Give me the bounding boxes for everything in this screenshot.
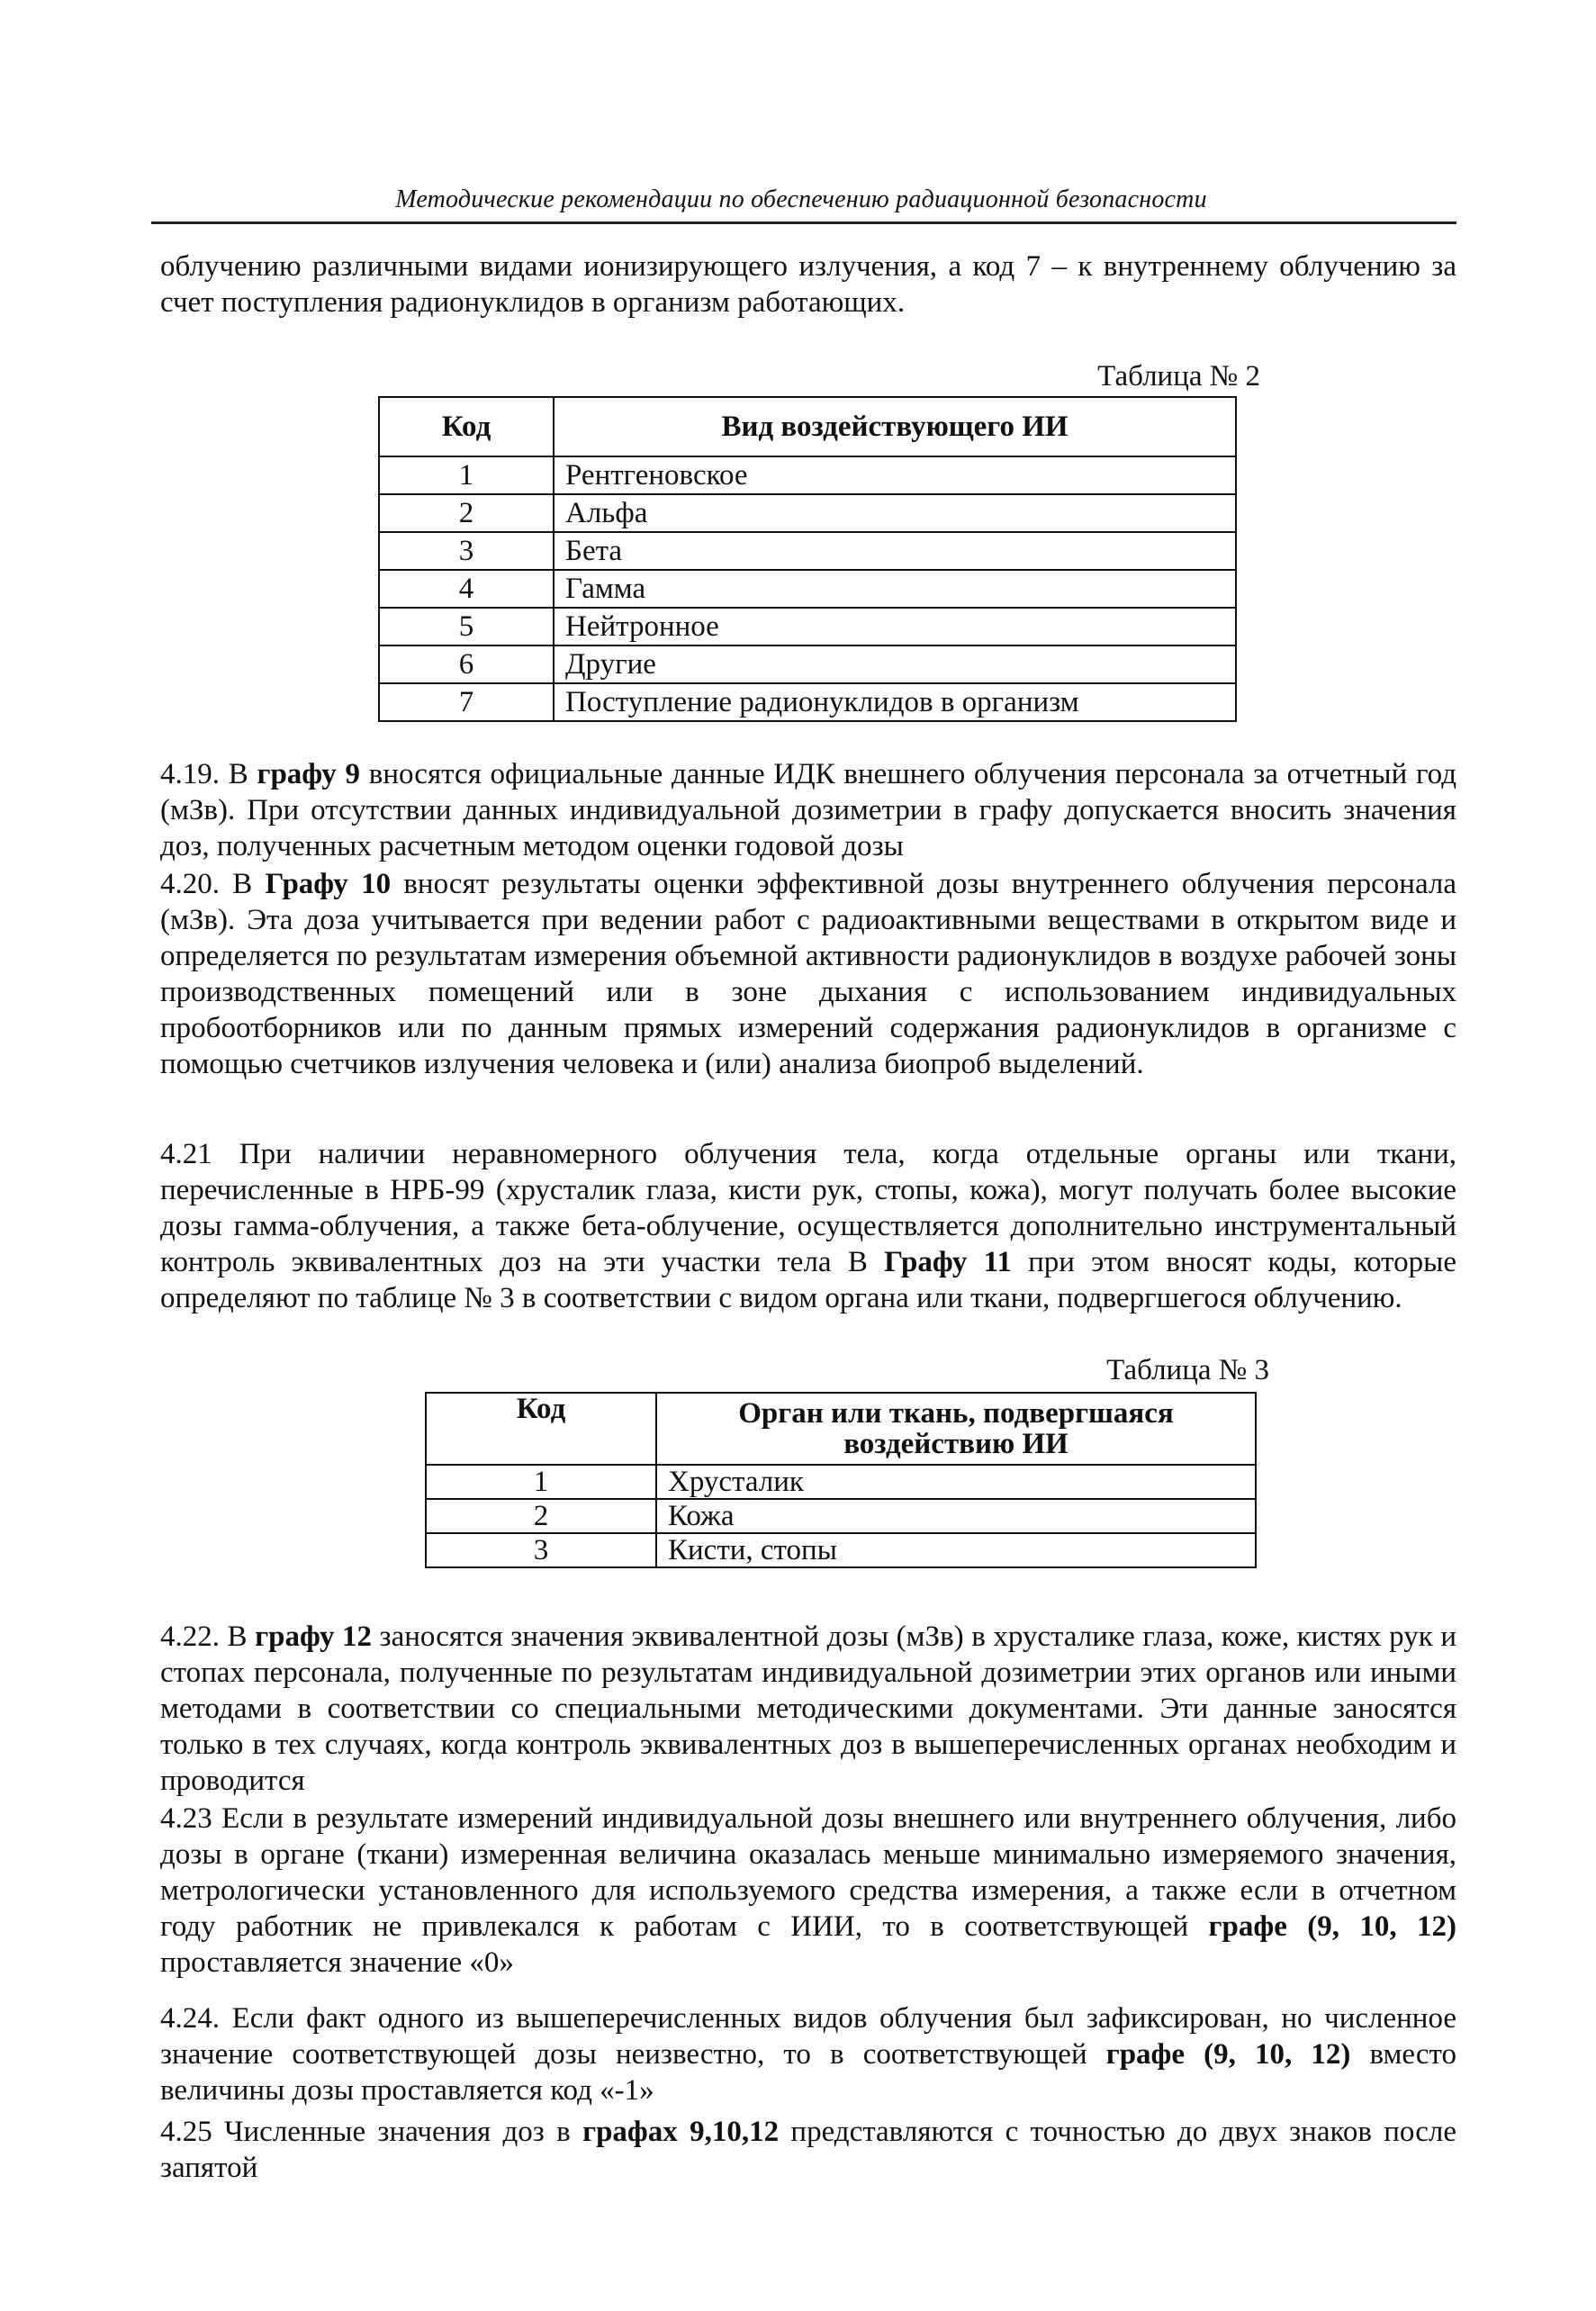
table-row <box>379 494 1236 532</box>
paragraph-4-20 <box>160 866 1456 1082</box>
table-cell-code: 5 <box>379 608 554 645</box>
paragraph-number: 4.20. В <box>160 868 266 900</box>
table-row <box>379 570 1236 608</box>
paragraph-text: при этом вносят коды, которые определяют по таблице № 3 в соответствии с видом органа или ткани, подвергшегося облучению. <box>160 1246 1456 1314</box>
bold-reference: графе (9, 10, 12) <box>1105 2038 1351 2071</box>
table3-header-code: Код <box>426 1393 656 1465</box>
paragraph-text: вносят результаты оценки эффективной дозы внутреннего облучения персонала (мЗв). Эта доза учитывается при ведении работ с радиоактивными веществами в открытом виде и определяется по результатам измерения объемной активности радионуклидов в воздухе рабочей зоны производственных помещений или в зоне дыхания с использованием индивидуальных пробоотборников или по данным прямых измерений содержания радионуклидов в организме с помощью счетчиков излучения человека и (или) анализа биопроб выделений. <box>160 868 1457 1080</box>
table-row <box>379 645 1236 683</box>
table2-header-row <box>379 397 1236 456</box>
table-row <box>426 1533 1256 1567</box>
paragraph-number: 4.19. В <box>160 758 257 790</box>
table-row <box>379 456 1236 494</box>
table2-caption: Таблица № 2 <box>1097 360 1260 393</box>
running-header: Методические рекомендации по обеспечению радиационной безопасности <box>395 185 1207 213</box>
table-row <box>379 532 1236 570</box>
table-cell-value: Кисти, стопы <box>656 1533 1256 1567</box>
bold-reference: графу 9 <box>257 758 361 790</box>
table-cell-value: Хрусталик <box>656 1465 1256 1499</box>
header-rule <box>151 221 1456 224</box>
table-cell-value: Поступление радионуклидов в организм <box>554 683 1236 721</box>
table-cell-code: 1 <box>379 456 554 494</box>
table-cell-value: Гамма <box>554 570 1236 608</box>
table-row <box>426 1499 1256 1533</box>
paragraph-number: 4.22. В <box>160 1620 256 1653</box>
table-cell-value: Альфа <box>554 494 1236 532</box>
table-row <box>426 1465 1256 1499</box>
table-cell-code: 3 <box>426 1533 656 1567</box>
table-cell-code: 7 <box>379 683 554 721</box>
bold-reference: графах 9,10,12 <box>582 2116 780 2148</box>
paragraph-4-23 <box>160 1801 1456 1981</box>
paragraph-text: 4.23 Если в результате измерений индивидуальной дозы внешнего или внутреннего облучения, либо дозы в органе (ткани) измеренная величина оказалась меньше минимально измеряемого значения, метрологически установленного для используемого средства измерения, а также если в отчетном году работник не привлекался к работам с ИИИ, то в соответствующей <box>160 1802 1456 1943</box>
table-cell-code: 2 <box>426 1499 656 1533</box>
table-cell-code: 1 <box>426 1465 656 1499</box>
table-cell-code: 6 <box>379 645 554 683</box>
paragraph-text: вместо величины дозы проставляется код «-1» <box>160 2038 1456 2107</box>
paragraph-text: 4.25 Численные значения доз в <box>160 2116 583 2148</box>
table2-header-type: Вид воздействующего ИИ <box>554 397 1236 456</box>
bold-reference: Графу 11 <box>884 1246 1012 1278</box>
table-row <box>379 683 1236 721</box>
table3 <box>425 1392 1257 1568</box>
bold-reference: Графу 10 <box>265 868 392 900</box>
paragraph-text: проставляется значение «0» <box>160 1946 514 1979</box>
paragraph-text: 4.21 При наличии неравномерного облучения тела, когда отдельные органы или ткани, перечисленные в НРБ-99 (хрусталик глаза, кисти рук, стопы, кожа), могут получать более высокие дозы гамма-облучения, а также бета-облучение, осуществляется дополнительно инструментальный контроль эквивалентных доз на эти участки тела В <box>160 1138 1456 1278</box>
paragraph-4-22 <box>160 1619 1456 1799</box>
paragraph-text: вносятся официальные данные ИДК внешнего облучения персонала за отчетный год (мЗв). При отсутствии данных индивидуальной дозиметрии в графу допускается вносить значения доз, полученных расчетным методом оценки годовой дозы <box>160 758 1457 862</box>
table2-header-code: Код <box>379 397 554 456</box>
table-cell-value: Бета <box>554 532 1236 570</box>
bold-reference: графу 12 <box>255 1620 373 1653</box>
table-cell-value: Кожа <box>656 1499 1256 1533</box>
paragraph-text: представляются с точностью до двух знаков после запятой <box>160 2116 1456 2184</box>
bold-reference: графе (9, 10, 12) <box>1208 1910 1457 1943</box>
paragraph-4-19 <box>160 756 1456 864</box>
paragraph-4-25 <box>160 2114 1456 2186</box>
table3-caption: Таблица № 3 <box>1106 1354 1269 1386</box>
paragraph-4-24 <box>160 2000 1456 2108</box>
intro-paragraph: облучению различными видами ионизирующего излучения, а код 7 – к внутреннему облучению за счет поступления радионуклидов в организм работающих. <box>160 250 1456 319</box>
table-cell-value: Нейтронное <box>554 608 1236 645</box>
table-cell-value: Рентгеновское <box>554 456 1236 494</box>
table-cell-value: Другие <box>554 645 1236 683</box>
table-row <box>379 608 1236 645</box>
table2 <box>378 396 1237 722</box>
paragraph-4-21 <box>160 1136 1456 1316</box>
table-cell-code: 2 <box>379 494 554 532</box>
table3-header-row <box>426 1393 1256 1465</box>
paragraph-text: 4.24. Если факт одного из вышеперечисленных видов облучения был зафиксирован, но численное значение соответствующей дозы неизвестно, то в соответствующей <box>160 2002 1456 2071</box>
paragraph-text: заносятся значения эквивалентной дозы (мЗв) в хрусталике глаза, коже, кистях рук и стопах персонала, полученные по результатам индивидуальной дозиметрии этих органов или иными методами в соответствии со специальными методическими документами. Эти данные заносятся только в тех случаях, когда контроль эквивалентных доз в вышеперечисленных органах необходим и проводится <box>160 1620 1456 1797</box>
table-cell-code: 4 <box>379 570 554 608</box>
table-cell-code: 3 <box>379 532 554 570</box>
table3-header-organ: Орган или ткань, подвергшаяся воздействию ИИ <box>656 1393 1256 1465</box>
